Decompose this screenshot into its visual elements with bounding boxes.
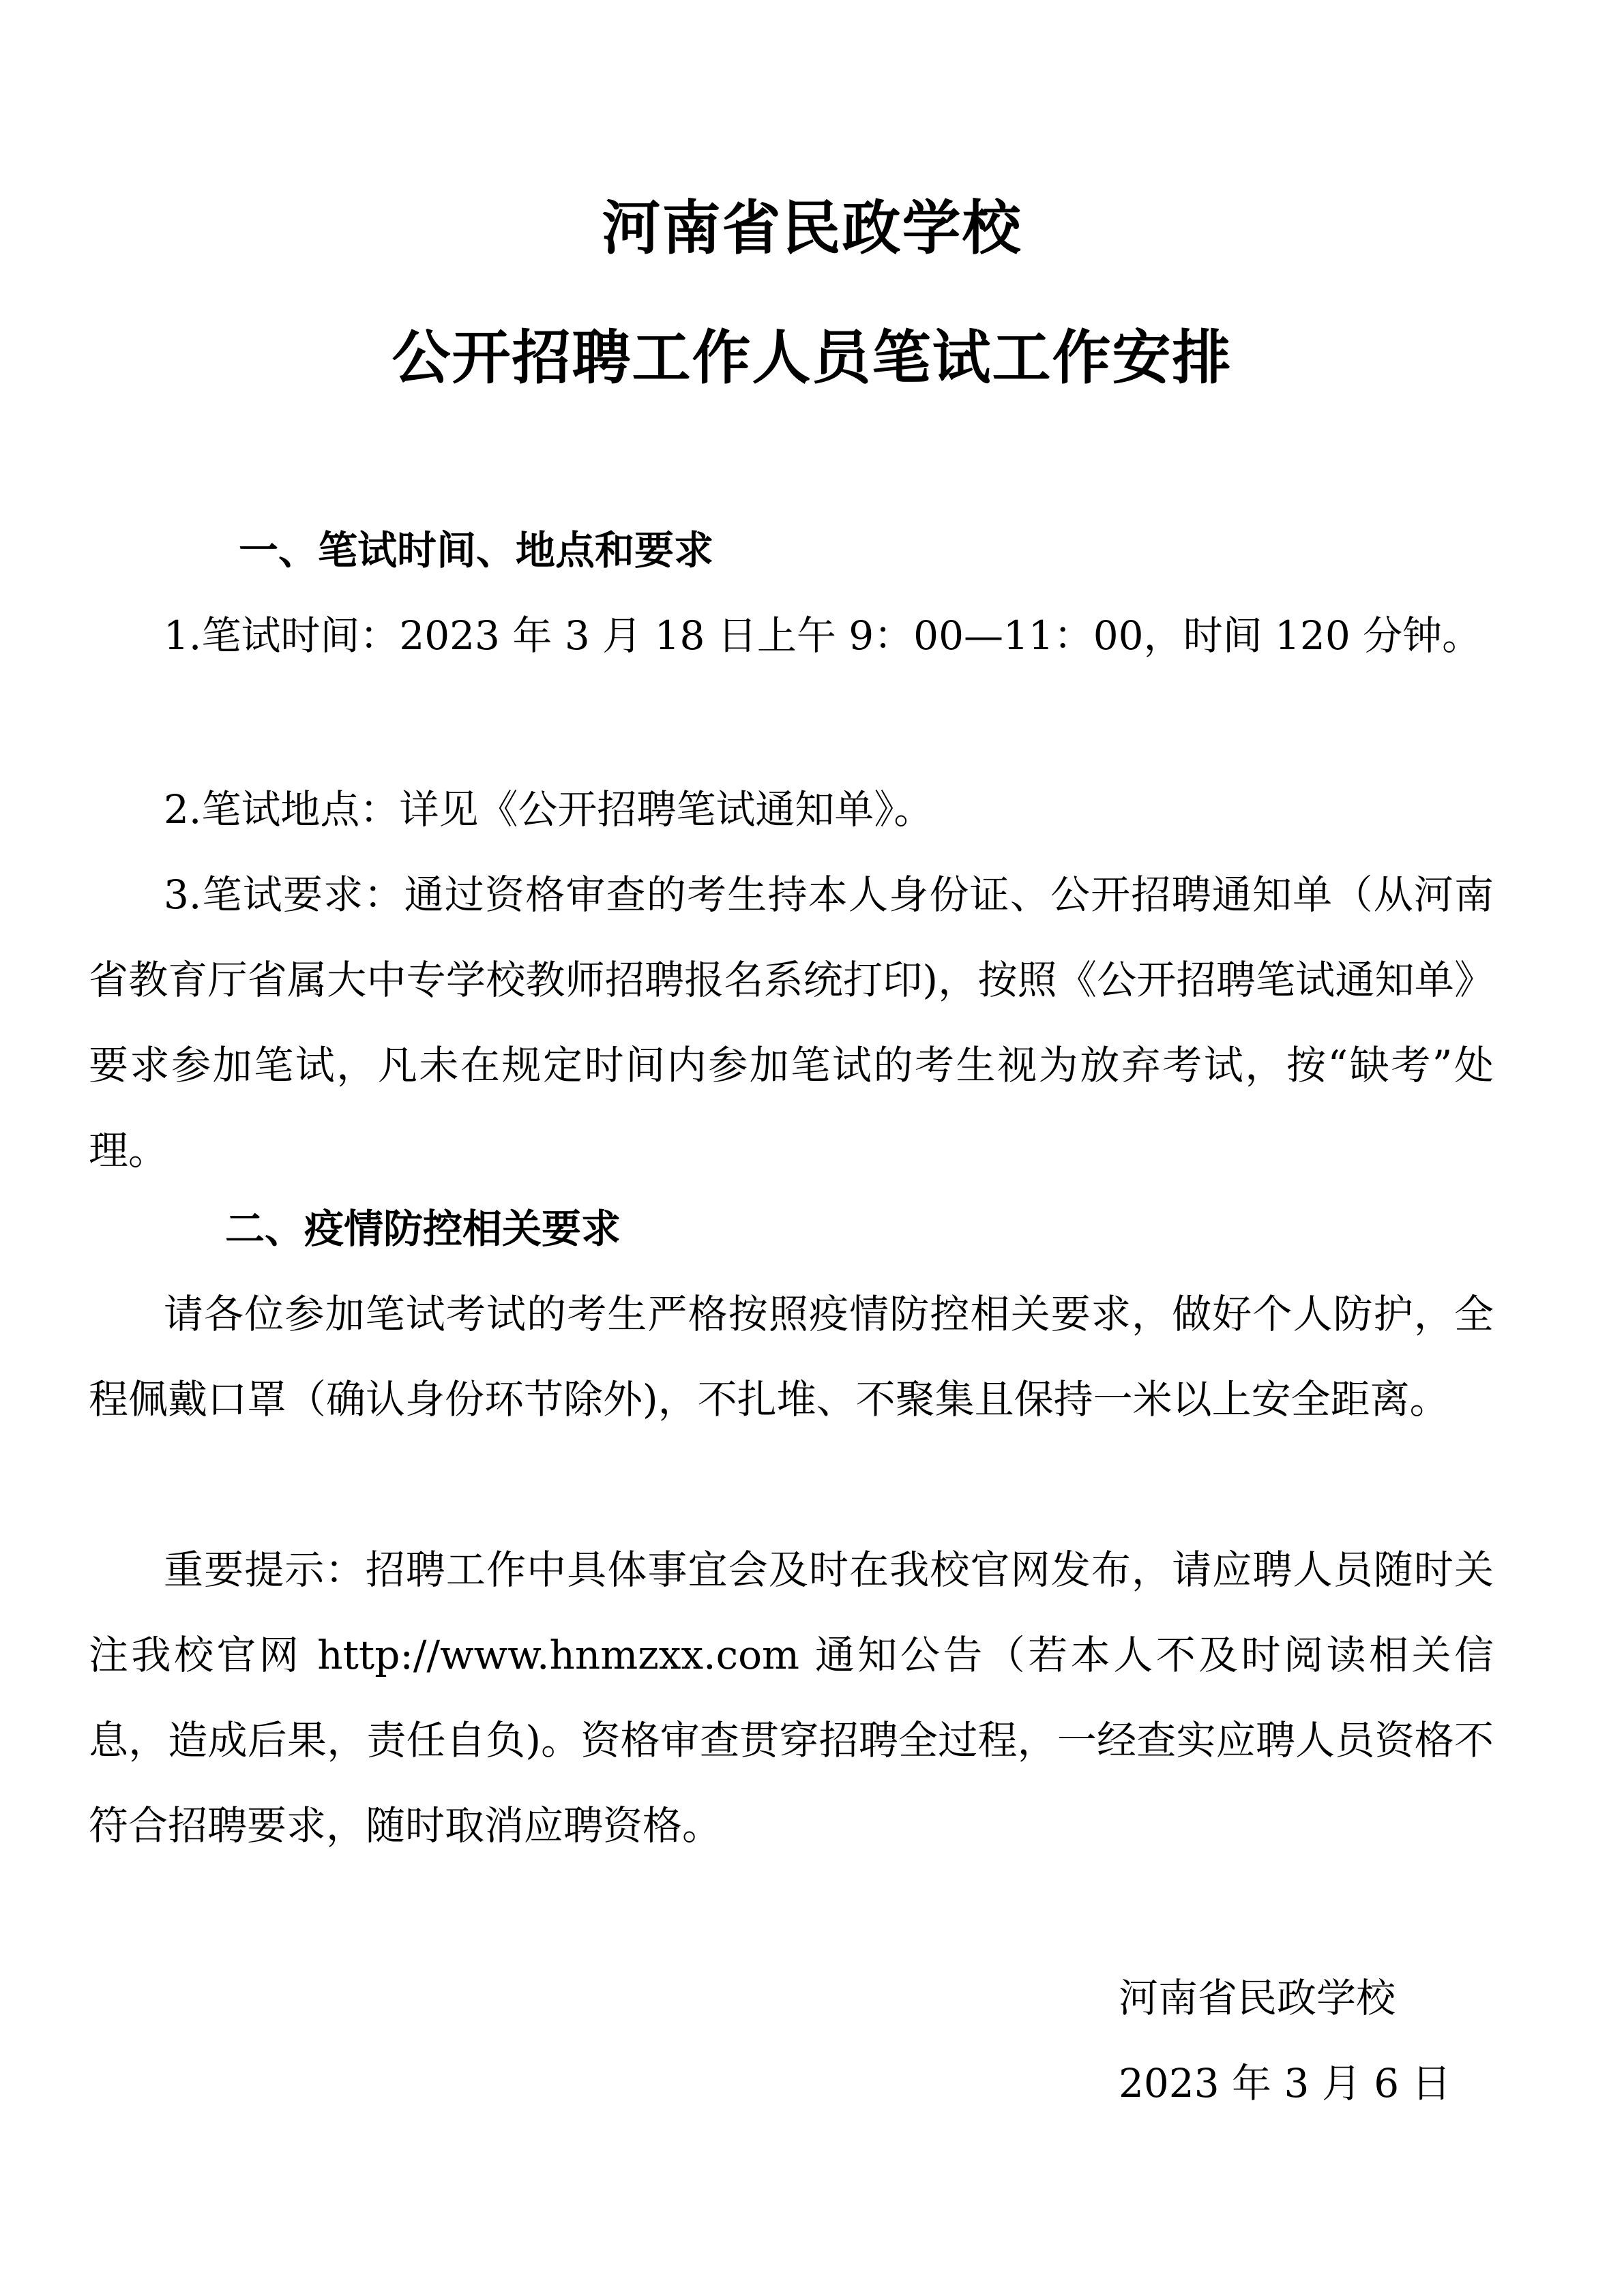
paragraph-exam-time: 1.笔试时间：2023 年 3 月 18 日上午 9：00—11：00，时间 120 分钟。 [164, 612, 1482, 659]
paragraph-epidemic-requirements: 请各位参加笔试考试的考生严格按照疫情防控相关要求，做好个人防护，全程佩戴口罩（确认身份环节除外)，不扎堆、不聚集且保持一米以上安全距离。 [89, 1291, 1494, 1422]
paragraph-exam-requirements: 3.笔试要求：通过资格审查的考生持本人身份证、公开招聘通知单（从河南省教育厅省属大中专学校教师招聘报名系统打印)，按照《公开招聘笔试通知单》要求参加笔试，凡未在规定时间内参加笔试的考生视为放弃考试，按“缺考”处理。 [89, 871, 1494, 1174]
paragraph-important-notice: 重要提示：招聘工作中具体事宜会及时在我校官网发布，请应聘人员随时关注我校官网 http://www.hnmzxx.com 通知公告（若本人不及时阅读相关信息，造成后果，责任自负)。资格审查贯穿招聘全过程，一经查实应聘人员资格不符合招聘要求，随时取消应聘资格。 [89, 1547, 1494, 1849]
signature-date: 2023 年 3 月 6 日 [1119, 2060, 1451, 2106]
paragraph-exam-place: 2.笔试地点：详见《公开招聘笔试通知单》。 [164, 786, 934, 833]
section-heading-exam: 一、笔试时间、地点和要求 [239, 527, 714, 573]
section-heading-epidemic: 二、疫情防控相关要求 [225, 1206, 621, 1252]
document-title-subject: 公开招聘工作人员笔试工作安排 [392, 324, 1232, 392]
document-title-school: 河南省民政学校 [602, 194, 1022, 263]
signature-organization: 河南省民政学校 [1119, 1975, 1396, 2021]
